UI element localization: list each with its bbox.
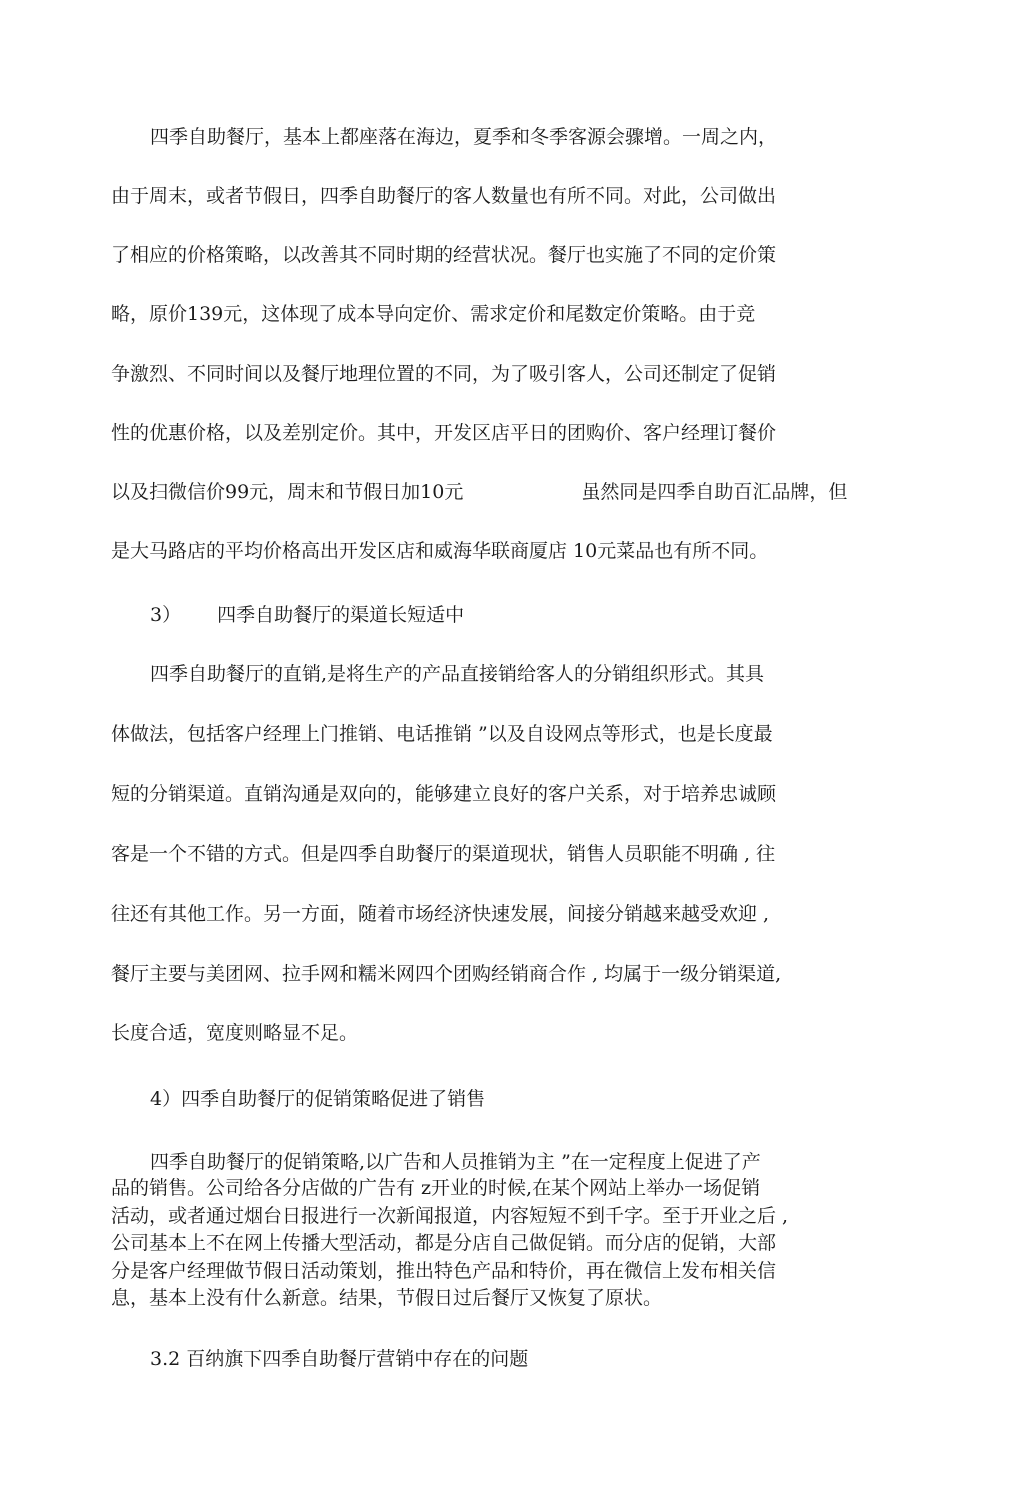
section-heading-4: 4）四季自助餐厅的促销策略促进了销售 bbox=[150, 1088, 486, 1110]
section-heading-3-2: 3.2 百纳旗下四季自助餐厅营销中存在的问题 bbox=[150, 1348, 529, 1370]
paragraph-line-right: 虽然同是四季自助百汇品牌，但 bbox=[581, 481, 848, 503]
paragraph-line: 四季自助餐厅，基本上都座落在海边，夏季和冬季客源会骤增。一周之内， bbox=[150, 126, 778, 148]
paragraph-line: 息，基本上没有什么新意。结果，节假日过后餐厅又恢复了原状。 bbox=[111, 1287, 663, 1309]
paragraph-line: 了相应的价格策略，以改善其不同时期的经营状况。餐厅也实施了不同的定价策 bbox=[111, 244, 777, 266]
paragraph-line: 客是一个不错的方式。但是四季自助餐厅的渠道现状，销售人员职能不明确 , 往 bbox=[111, 843, 776, 865]
paragraph-line: 由于周末，或者节假日，四季自助餐厅的客人数量也有所不同。对此，公司做出 bbox=[111, 185, 777, 207]
heading-title: 四季自助餐厅的渠道长短适中 bbox=[217, 604, 465, 626]
paragraph-line: 体做法，包括客户经理上门推销、电话推销 ”以及自设网点等形式，也是长度最 bbox=[111, 723, 773, 745]
paragraph-line: 公司基本上不在网上传播大型活动，都是分店自己做促销。而分店的促销，大部 bbox=[111, 1232, 777, 1254]
paragraph-line: 品的销售。公司给各分店做的广告有 z开业的时候,在某个网站上举办一场促销 bbox=[111, 1177, 761, 1199]
paragraph-line: 四季自助餐厅的直销,是将生产的产品直接销给客人的分销组织形式。其具 bbox=[150, 663, 765, 685]
paragraph-line: 略，原价139元，这体现了成本导向定价、需求定价和尾数定价策略。由于竞 bbox=[111, 303, 756, 325]
paragraph-line: 活动，或者通过烟台日报进行一次新闻报道，内容短短不到千字。至于开业之后 , bbox=[111, 1205, 789, 1227]
paragraph-line: 分是客户经理做节假日活动策划，推出特色产品和特价，再在微信上发布相关信 bbox=[111, 1260, 777, 1282]
paragraph-line: 性的优惠价格，以及差别定价。其中，开发区店平日的团购价、客户经理订餐价 bbox=[111, 422, 777, 444]
paragraph-line: 是大马路店的平均价格高出开发区店和威海华联商厦店 10元菜品也有所不同。 bbox=[111, 540, 769, 562]
section-heading-3 bbox=[150, 603, 464, 627]
paragraph-line: 餐厅主要与美团网、拉手网和糯米网四个团购经销商合作 , 均属于一级分销渠道, bbox=[111, 963, 782, 985]
paragraph-line-left: 以及扫微信价99元，周末和节假日加10元 bbox=[111, 481, 464, 503]
paragraph-line: 争激烈、不同时间以及餐厅地理位置的不同，为了吸引客人，公司还制定了促销 bbox=[111, 363, 777, 385]
paragraph-line: 往还有其他工作。另一方面，随着市场经济快速发展，间接分销越来越受欢迎 , bbox=[111, 903, 770, 925]
heading-number: 3） bbox=[150, 604, 182, 626]
paragraph-line bbox=[111, 480, 847, 504]
paragraph-line: 长度合适，宽度则略显不足。 bbox=[111, 1022, 359, 1044]
paragraph-line: 短的分销渠道。直销沟通是双向的，能够建立良好的客户关系，对于培养忠诚顾 bbox=[111, 783, 777, 805]
paragraph-line: 四季自助餐厅的促销策略,以广告和人员推销为主 ”在一定程度上促进了产 bbox=[150, 1151, 761, 1173]
